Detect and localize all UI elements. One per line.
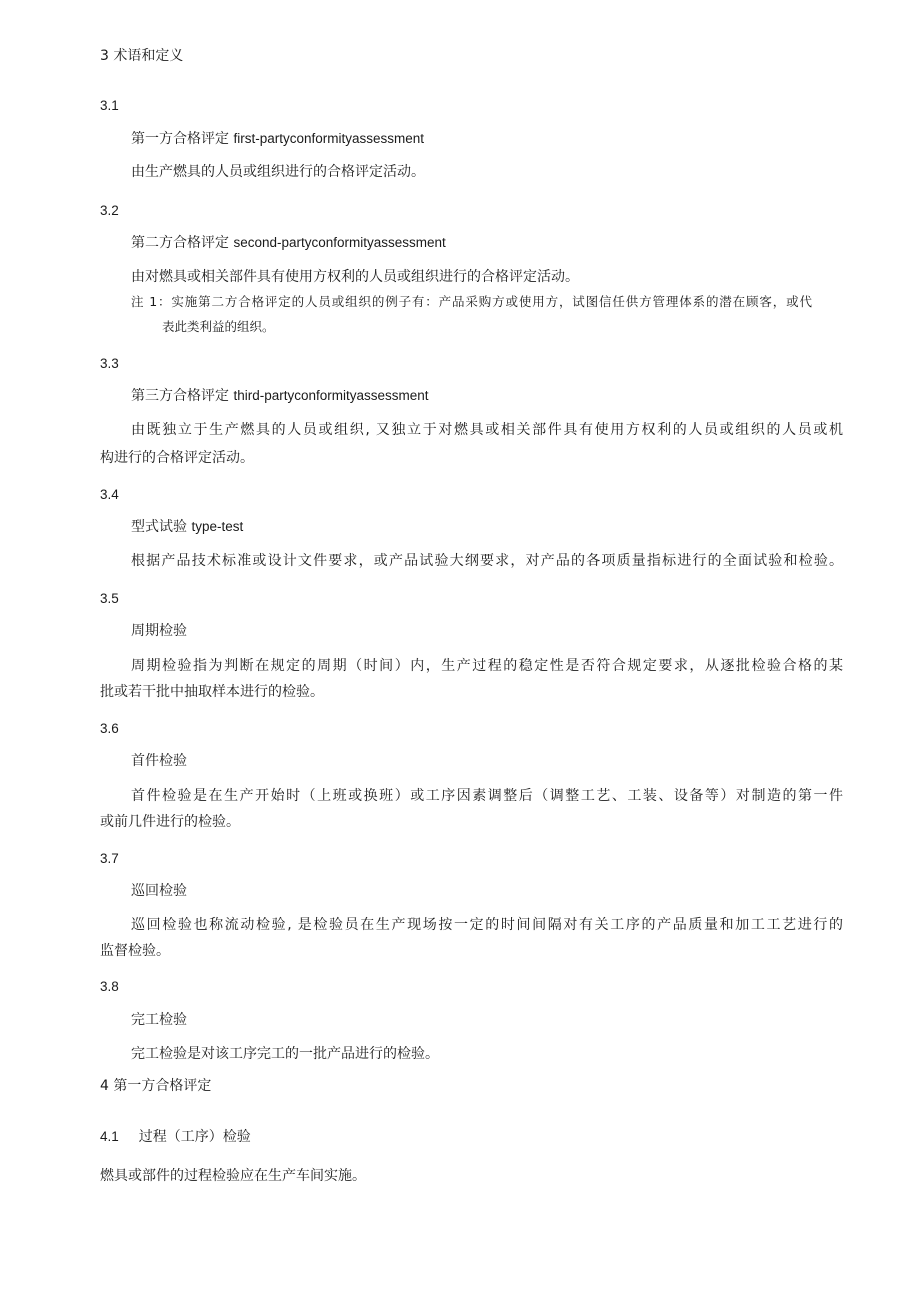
- section-3-heading: 3 术语和定义: [100, 48, 184, 64]
- clause-3-5-definition-line1: 周期检验指为判断在规定的周期（时间）内，生产过程的稳定性是否符合规定要求，从逐批检验合格的某: [131, 658, 843, 674]
- clause-3-8-definition: 完工检验是对该工序完工的一批产品进行的检验。: [131, 1046, 439, 1062]
- clause-3-6-number: 3.6: [100, 721, 119, 736]
- clause-3-3-number: 3.3: [100, 356, 119, 371]
- clause-4-1-text: 燃具或部件的过程检验应在生产车间实施。: [100, 1168, 366, 1184]
- clause-3-2-note-line1: 注 1：实施第二方合格评定的人员或组织的例子有：产品采购方或使用方，试图信任供方管理体系的潜在顾客，或代: [131, 294, 812, 309]
- clause-3-3-term: [131, 387, 429, 405]
- clause-4-1-heading: [100, 1128, 251, 1146]
- clause-3-4-number: 3.4: [100, 487, 119, 502]
- clause-3-2-definition: 由对燃具或相关部件具有使用方权利的人员或组织进行的合格评定活动。: [131, 269, 579, 285]
- clause-3-2-number: 3.2: [100, 203, 119, 218]
- clause-3-7-number: 3.7: [100, 851, 119, 866]
- term-zh: 第一方合格评定: [131, 131, 229, 147]
- clause-3-2-note-line2: 表此类利益的组织。: [162, 319, 275, 334]
- clause-3-5-term: 周期检验: [131, 623, 187, 639]
- section-4-heading: 4 第一方合格评定: [100, 1078, 212, 1094]
- clause-3-3-definition-line1: 由既独立于生产燃具的人员或组织, 又独立于对燃具或相关部件具有使用方权利的人员或组织的人员或机: [131, 422, 843, 438]
- clause-3-6-definition-line1: 首件检验是在生产开始时（上班或换班）或工序因素调整后（调整工艺、工装、设备等）对制造的第一件: [131, 788, 843, 804]
- clause-3-1-definition: 由生产燃具的人员或组织进行的合格评定活动。: [131, 164, 425, 180]
- clause-3-7-definition-line2: 监督检验。: [100, 943, 170, 959]
- clause-3-1-number: 3.1: [100, 98, 119, 113]
- term-zh: 型式试验: [131, 519, 187, 535]
- clause-3-1-term: [131, 130, 424, 148]
- term-zh: 第三方合格评定: [131, 388, 229, 404]
- clause-3-4-definition: 根据产品技术标准或设计文件要求，或产品试验大纲要求，对产品的各项质量指标进行的全面试验和检验。: [131, 553, 843, 569]
- clause-3-2-term: [131, 234, 446, 252]
- clause-3-8-number: 3.8: [100, 979, 119, 994]
- clause-4-1-number: 4.1: [100, 1129, 119, 1144]
- clause-3-5-definition-line2: 批或若干批中抽取样本进行的检验。: [100, 684, 324, 700]
- clause-3-7-definition-line1: 巡回检验也称流动检验, 是检验员在生产现场按一定的时间间隔对有关工序的产品质量和加工工艺进行的: [131, 917, 843, 933]
- clause-4-1-title: 过程（工序）检验: [138, 1129, 251, 1145]
- term-zh: 第二方合格评定: [131, 235, 229, 251]
- term-en: first-partyconformityassessment: [233, 131, 425, 146]
- clause-3-5-number: 3.5: [100, 591, 119, 606]
- term-en: type-test: [191, 519, 244, 534]
- clause-3-8-term: 完工检验: [131, 1012, 187, 1028]
- term-en: third-partyconformityassessment: [233, 388, 429, 403]
- clause-3-6-definition-line2: 或前几件进行的检验。: [100, 814, 240, 830]
- clause-3-4-term: [131, 518, 243, 536]
- term-en: second-partyconformityassessment: [233, 235, 446, 250]
- clause-3-7-term: 巡回检验: [131, 883, 187, 899]
- clause-3-6-term: 首件检验: [131, 753, 187, 769]
- clause-3-3-definition-line2: 构进行的合格评定活动。: [100, 450, 254, 466]
